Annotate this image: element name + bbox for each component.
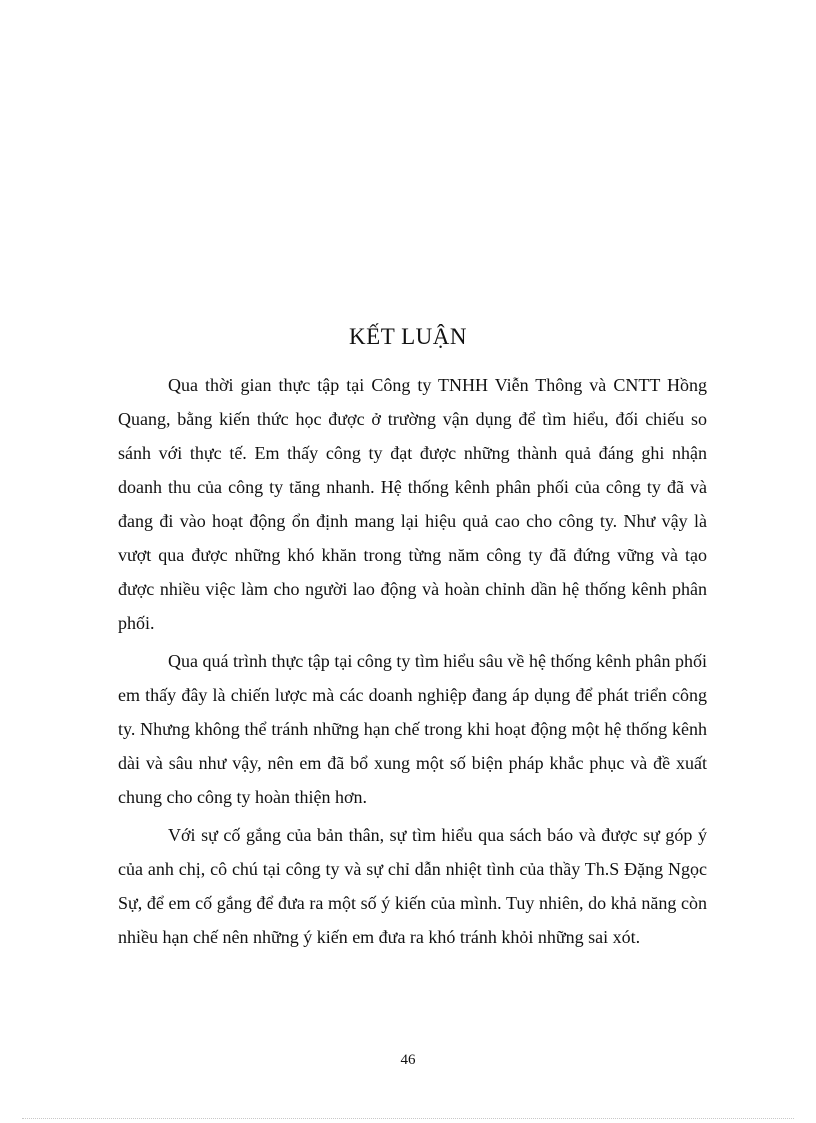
body-text	[118, 368, 707, 958]
page-title: KẾT LUẬN	[349, 324, 467, 349]
paragraph-2: Qua quá trình thực tập tại công ty tìm hiểu sâu về hệ thống kênh phân phối em thấy đây là chiến lược mà các doanh nghiệp đang áp dụng để phát triển công ty. Nhưng không thể tránh những hạn chế trong khi hoạt động một hệ thống kênh dài và sâu như vậy, nên em đã bổ xung một số biện pháp khắc phục và đề xuất chung cho công ty hoàn thiện hơn.	[118, 651, 707, 807]
paragraph-1: Qua thời gian thực tập tại Công ty TNHH Viễn Thông và CNTT Hồng Quang, bằng kiến thức học được ở trường vận dụng để tìm hiểu, đối chiếu so sánh với thực tế. Em thấy công ty đạt được những thành quả đáng ghi nhận doanh thu của công ty tăng nhanh. Hệ thống kênh phân phối của công ty đã và đang đi vào hoạt động ổn định mang lại hiệu quả cao cho công ty. Như vậy là vượt qua được những khó khăn trong từng năm công ty đã đứng vững và tạo được nhiều việc làm cho người lao động và hoàn chỉnh dần hệ thống kênh phân phối.	[118, 375, 707, 633]
page-number: 46	[400, 1052, 416, 1068]
paragraph-3: Với sự cố gắng của bản thân, sự tìm hiểu qua sách báo và được sự góp ý của anh chị, cô chú tại công ty và sự chỉ dẫn nhiệt tình của thầy Th.S Đặng Ngọc Sự, để em cố gắng để đưa ra một số ý kiến của mình. Tuy nhiên, do khả năng còn nhiều hạn chế nên những ý kiến em đưa ra khó tránh khỏi những sai xót.	[118, 825, 707, 947]
page-footer-divider	[22, 1118, 794, 1119]
